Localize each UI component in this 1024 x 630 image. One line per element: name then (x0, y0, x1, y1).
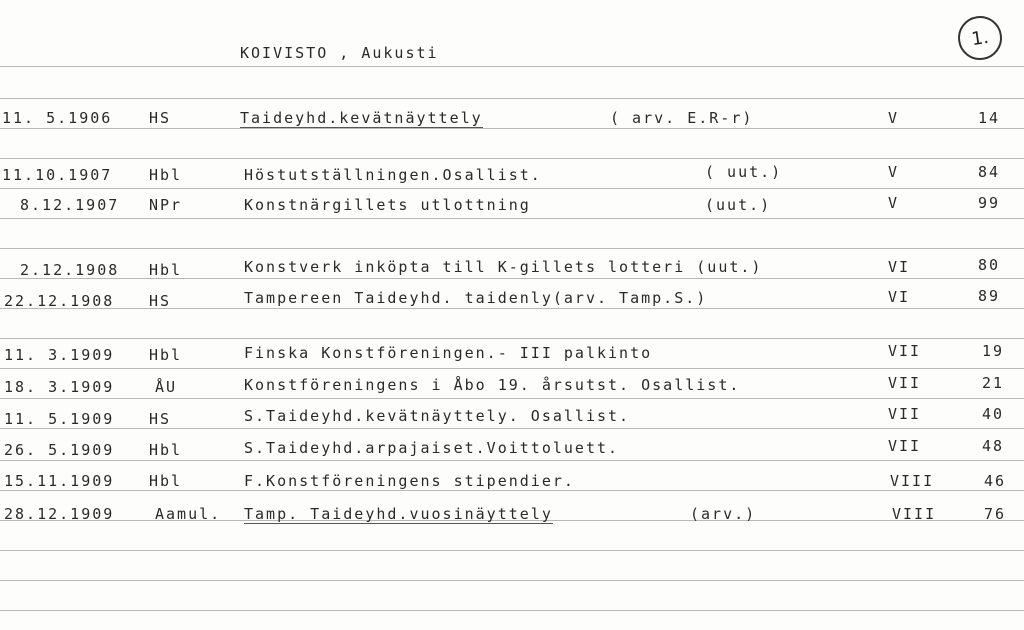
entry-date: 15.11.1909 (4, 472, 115, 490)
entry-date: 28.12.1909 (4, 505, 115, 523)
entry-page: 99 (978, 194, 1001, 212)
entry-description: S.Taideyhd.arpajaiset.Voittoluett. (244, 439, 620, 457)
entry-source: Hbl (149, 346, 183, 364)
entry-date: 11. 5.1906 (2, 109, 113, 127)
entry-date: 8.12.1907 (20, 196, 120, 214)
entry-description: Finska Konstföreningen.- III palkinto (244, 344, 653, 362)
entry-source: Hbl (149, 166, 183, 184)
entry-date: 2.12.1908 (20, 261, 120, 279)
entry-date: 26. 5.1909 (4, 441, 115, 459)
entry-note: ( uut.) (705, 163, 783, 181)
entry-volume: V (888, 194, 900, 212)
ruled-line (0, 580, 1024, 581)
entry-page: 48 (982, 437, 1005, 455)
ruled-line (0, 428, 1024, 429)
entry-source: HS (149, 292, 172, 310)
ruled-line (0, 248, 1024, 249)
entry-page: 19 (982, 342, 1005, 360)
ruled-line (0, 128, 1024, 129)
entry-description: Konstverk inköpta till K-gillets lotteri (uut.) (244, 258, 763, 276)
ruled-line (0, 66, 1024, 67)
ruled-line (0, 460, 1024, 461)
entry-description: Konstnärgillets utlottning (244, 196, 531, 214)
entry-source: Hbl (149, 472, 183, 490)
entry-source: Hbl (149, 261, 183, 279)
entry-description: Tamp. Taideyhd.vuosinäyttely (244, 505, 553, 523)
entry-volume: VII (888, 342, 922, 360)
entry-date: 11.10.1907 (2, 166, 113, 184)
entry-date: 11. 5.1909 (4, 410, 115, 428)
entry-source: Hbl (149, 441, 183, 459)
entry-volume: VI (888, 288, 911, 306)
entry-page: 84 (978, 163, 1001, 181)
entry-source: NPr (149, 196, 183, 214)
entry-source: HS (149, 410, 172, 428)
entry-page: 14 (978, 109, 1001, 127)
entry-volume: V (888, 163, 900, 181)
entry-date: 11. 3.1909 (4, 346, 115, 364)
card-number-stamp: 1. (955, 13, 1005, 63)
entry-description: Taideyhd.kevätnäyttely (240, 109, 483, 127)
entry-page: 80 (978, 256, 1001, 274)
ruled-line (0, 188, 1024, 189)
ruled-line (0, 158, 1024, 159)
entry-note: (uut.) (705, 196, 772, 214)
ruled-line (0, 550, 1024, 551)
entry-volume: VI (888, 258, 911, 276)
ruled-line (0, 398, 1024, 399)
entry-description: Tampereen Taideyhd. taidenly(arv. Tamp.S.) (244, 289, 708, 307)
ruled-line (0, 610, 1024, 611)
entry-description: Höstutställningen.Osallist. (244, 166, 542, 184)
entry-volume: VII (888, 405, 922, 423)
entry-volume: VIII (892, 505, 937, 523)
ruled-line (0, 490, 1024, 491)
entry-date: 18. 3.1909 (4, 378, 115, 396)
entry-page: 76 (984, 505, 1007, 523)
entry-volume: VIII (890, 472, 935, 490)
entry-note: (arv.) (690, 505, 757, 523)
entry-description: F.Konstföreningens stipendier. (244, 472, 575, 490)
entry-source: HS (149, 109, 172, 127)
entry-description: Konstföreningens i Åbo 19. årsutst. Osallist. (244, 376, 741, 394)
entry-date: 22.12.1908 (4, 292, 115, 310)
entry-page: 21 (982, 374, 1005, 392)
entry-source: ÅU (155, 378, 178, 396)
ruled-line (0, 218, 1024, 219)
person-name: KOIVISTO , Aukusti (240, 44, 439, 62)
entry-page: 40 (982, 405, 1005, 423)
entry-volume: VII (888, 374, 922, 392)
ruled-line (0, 98, 1024, 99)
entry-page: 89 (978, 287, 1001, 305)
entry-page: 46 (984, 472, 1007, 490)
entry-description: S.Taideyhd.kevätnäyttely. Osallist. (244, 407, 631, 425)
entry-source: Aamul. (155, 505, 222, 523)
entry-volume: V (888, 109, 900, 127)
entry-note: ( arv. E.R-r) (610, 109, 754, 127)
entry-volume: VII (888, 437, 922, 455)
ruled-line (0, 338, 1024, 339)
ruled-line (0, 368, 1024, 369)
